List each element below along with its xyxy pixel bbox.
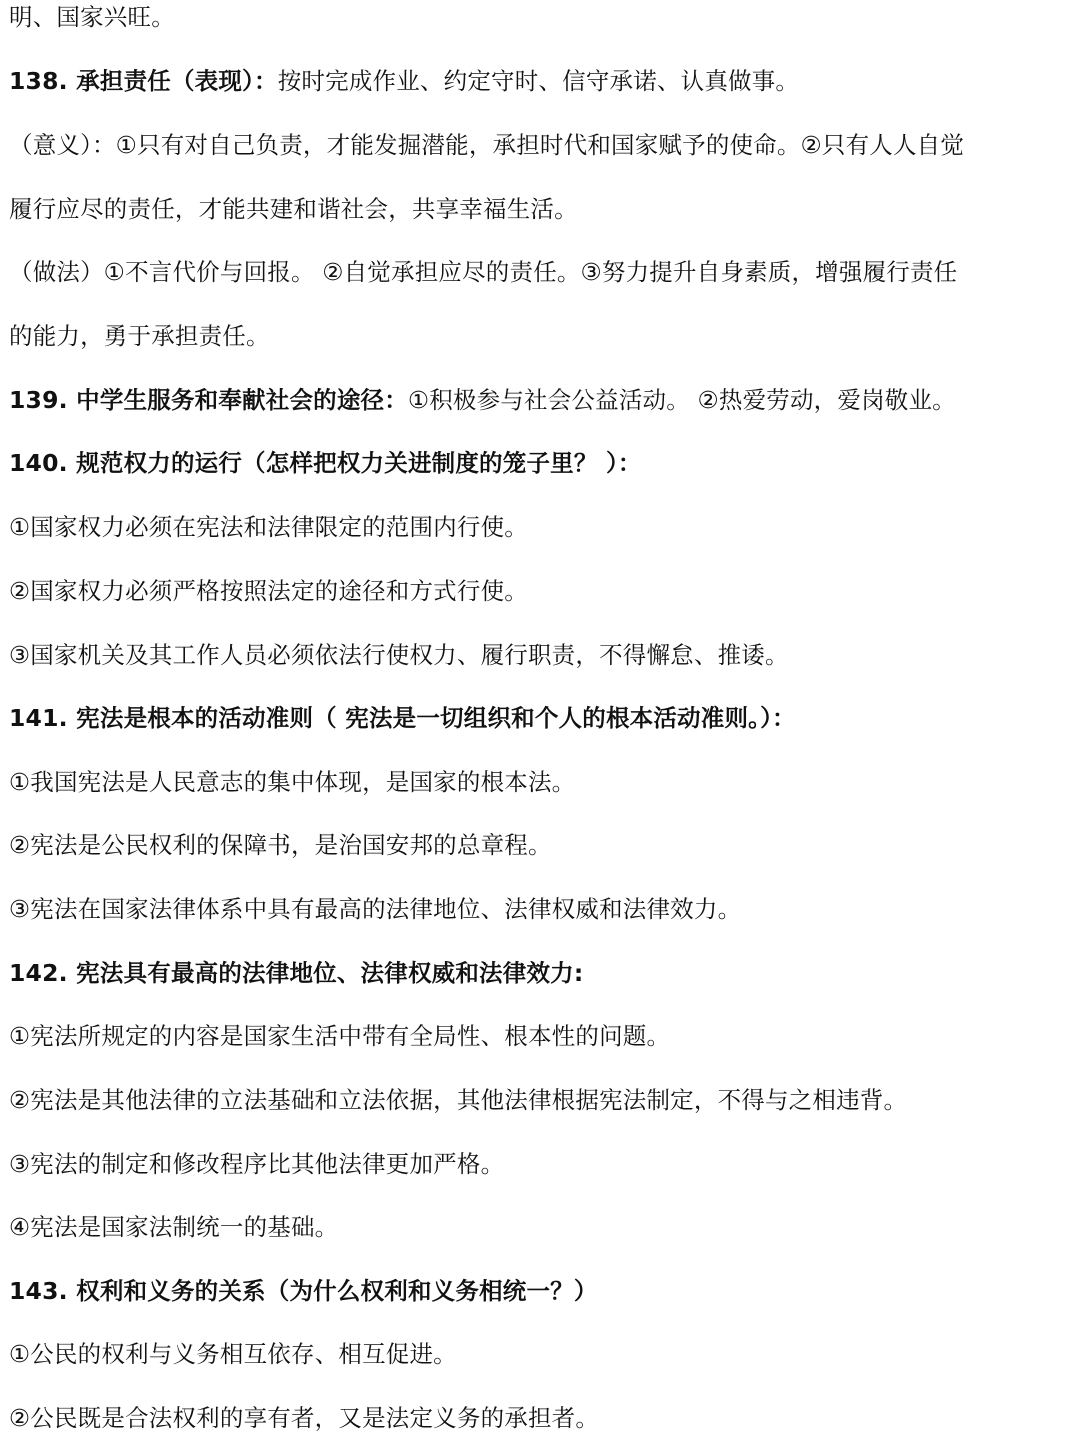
text-line — [9, 1, 1072, 33]
text-line — [9, 256, 1072, 288]
line-text: （做法）①不言代价与回报。 ②自觉承担应尽的责任。③努力提升自身素质，增强履行责任 — [9, 258, 958, 286]
line-text: ①积极参与社会公益活动。 ②热爱劳动，爱岗敬业。 — [407, 386, 956, 414]
line-text: ③宪法在国家法律体系中具有最高的法律地位、法律权威和法律效力。 — [9, 895, 742, 923]
text-line — [9, 320, 1072, 352]
text-line — [9, 129, 1072, 161]
line-text: 明、国家兴旺。 — [9, 3, 175, 31]
text-line — [9, 447, 1072, 479]
line-text: 履行应尽的责任，才能共建和谐社会，共享幸福生活。 — [9, 195, 578, 223]
line-heading: 143. 权利和义务的关系（为什么权利和义务相统一？） — [9, 1277, 598, 1305]
text-line — [9, 384, 1072, 416]
line-text: ①公民的权利与义务相互依存、相互促进。 — [9, 1340, 457, 1368]
text-line — [9, 1020, 1072, 1052]
line-text: 按时完成作业、约定守时、信守承诺、认真做事。 — [277, 67, 800, 95]
line-text: ①我国宪法是人民意志的集中体现，是国家的根本法。 — [9, 768, 576, 796]
text-line — [9, 511, 1072, 543]
line-text: ③国家机关及其工作人员必须依法行使权力、履行职责，不得懈怠、推诿。 — [9, 641, 789, 669]
text-line — [9, 1402, 1072, 1434]
line-text: ②国家权力必须严格按照法定的途径和方式行使。 — [9, 577, 528, 605]
line-text: ②宪法是公民权利的保障书，是治国安邦的总章程。 — [9, 831, 552, 859]
line-text: ①国家权力必须在宪法和法律限定的范围内行使。 — [9, 513, 528, 541]
line-heading: 140. 规范权力的运行（怎样把权力关进制度的笼子里？ ）： — [9, 449, 642, 477]
text-line — [9, 1211, 1072, 1243]
line-text: 的能力，勇于承担责任。 — [9, 322, 270, 350]
text-line — [9, 639, 1072, 671]
line-heading: 139. 中学生服务和奉献社会的途径： — [9, 386, 408, 414]
line-text: ②宪法是其他法律的立法基础和立法依据，其他法律根据宪法制定，不得与之相违背。 — [9, 1086, 908, 1114]
line-heading: 141. 宪法是根本的活动准则（ 宪法是一切组织和个人的根本活动准则。）： — [9, 704, 796, 732]
text-line — [9, 1084, 1072, 1116]
line-text: ②公民既是合法权利的享有者，又是法定义务的承担者。 — [9, 1404, 600, 1432]
line-heading: 138. 承担责任（表现）： — [9, 67, 278, 95]
line-text: ①宪法所规定的内容是国家生活中带有全局性、根本性的问题。 — [9, 1022, 671, 1050]
text-line — [9, 893, 1072, 925]
text-line — [9, 766, 1072, 798]
text-line — [9, 1338, 1072, 1370]
line-heading: 142. 宪法具有最高的法律地位、法律权威和法律效力: — [9, 959, 584, 987]
text-line — [9, 829, 1072, 861]
text-line — [9, 65, 1072, 97]
text-line — [9, 193, 1072, 225]
text-line — [9, 702, 1072, 734]
text-line — [9, 1275, 1072, 1307]
text-line — [9, 957, 1072, 989]
line-text: ③宪法的制定和修改程序比其他法律更加严格。 — [9, 1150, 505, 1178]
line-text: ④宪法是国家法制统一的基础。 — [9, 1213, 339, 1241]
text-line — [9, 1148, 1072, 1180]
line-text: （意义）：①只有对自己负责，才能发掘潜能，承担时代和国家赋予的使命。②只有人人自觉 — [9, 131, 965, 159]
text-line — [9, 575, 1072, 607]
